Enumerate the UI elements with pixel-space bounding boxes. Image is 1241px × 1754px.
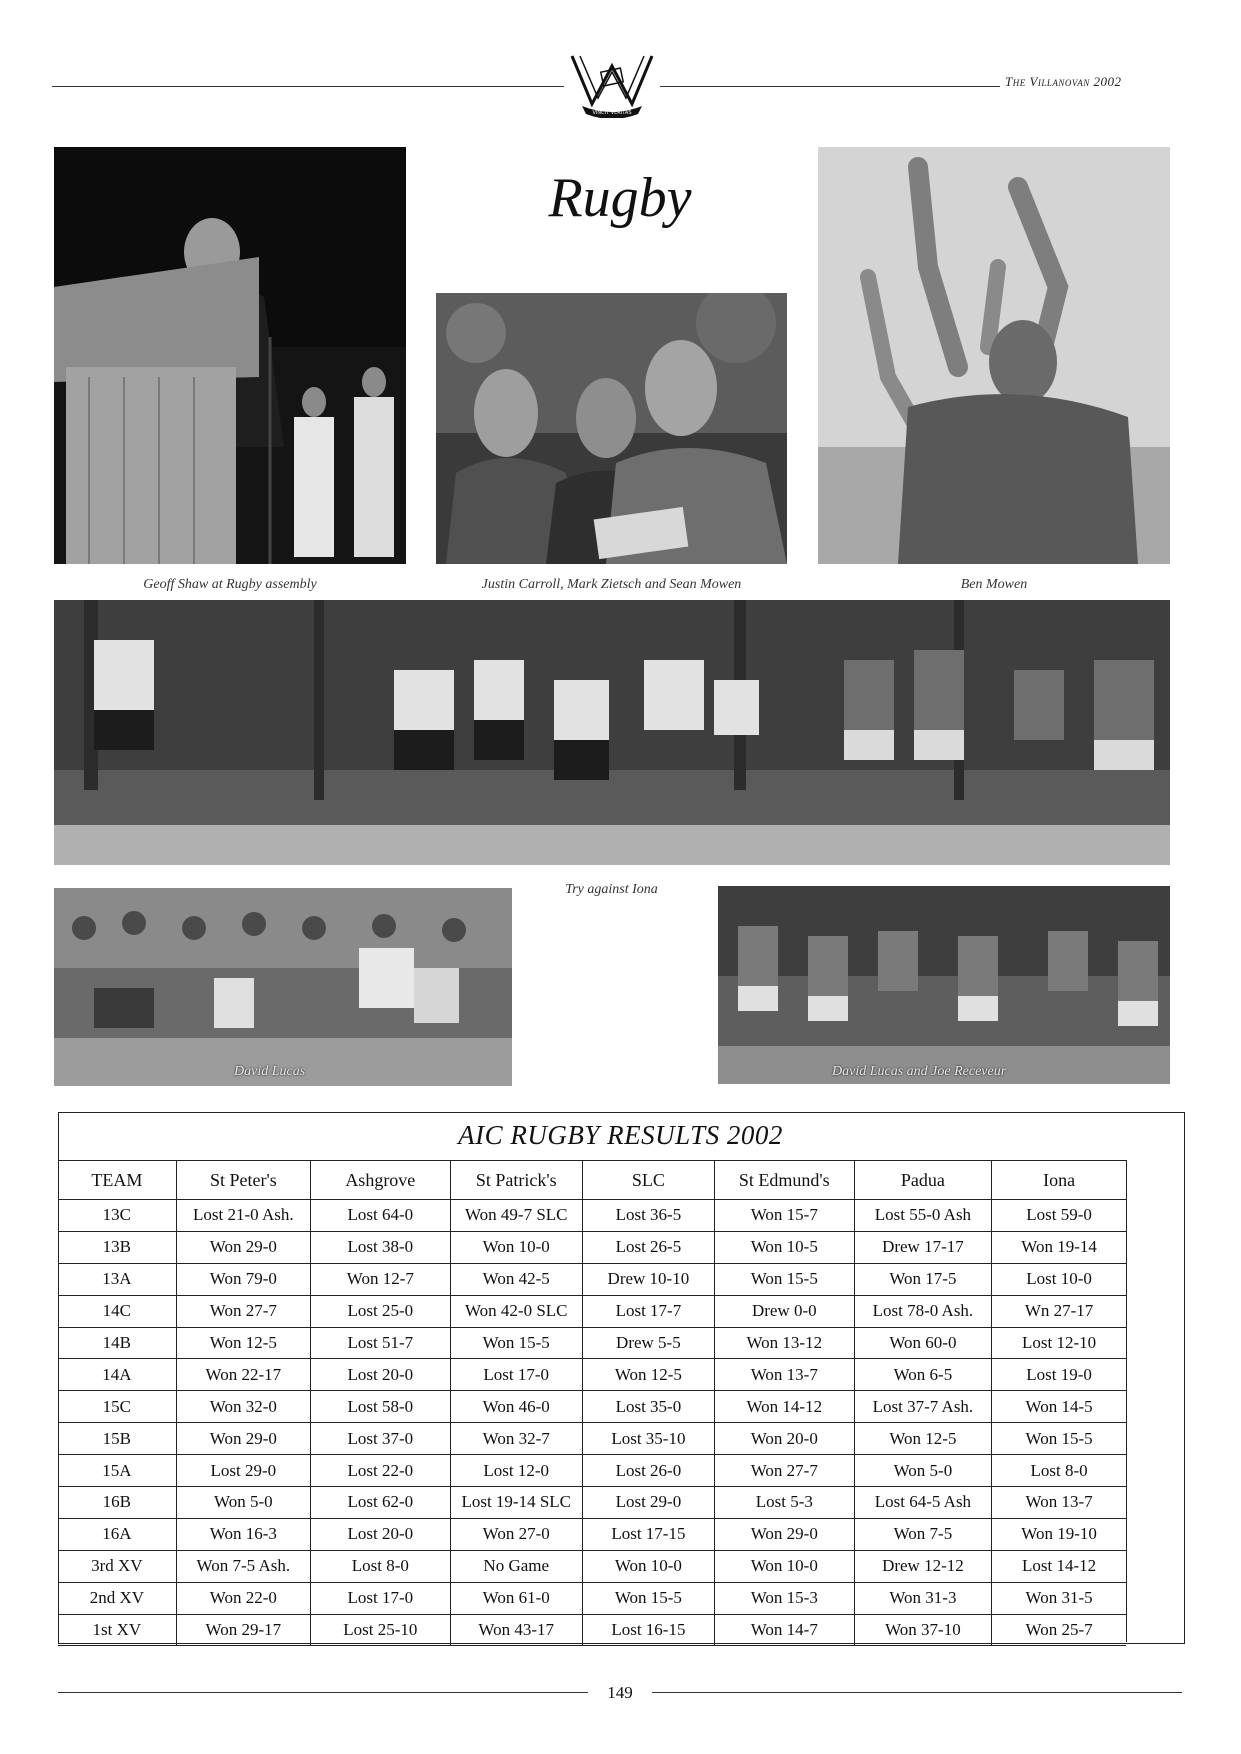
result-cell: Won 79-0 — [176, 1263, 310, 1295]
team-cell: 2nd XV — [58, 1582, 176, 1614]
table-row — [58, 1582, 1126, 1614]
table-row — [58, 1295, 1126, 1327]
result-cell: Lost 21-0 Ash. — [176, 1200, 310, 1232]
result-cell: Lost 29-0 — [582, 1487, 714, 1519]
results-table — [58, 1160, 1126, 1646]
running-head-year: 2002 — [1093, 74, 1122, 89]
result-cell: Won 14-5 — [992, 1391, 1126, 1423]
table-row — [58, 1423, 1126, 1455]
result-cell: Won 12-5 — [854, 1423, 992, 1455]
result-cell: Lost 55-0 Ash — [854, 1200, 992, 1232]
result-cell: Lost 38-0 — [310, 1231, 450, 1263]
result-cell: Lost 22-0 — [310, 1455, 450, 1487]
result-cell: Lost 64-5 Ash — [854, 1487, 992, 1519]
result-cell: Won 15-5 — [582, 1582, 714, 1614]
result-cell: Lost 51-7 — [310, 1327, 450, 1359]
result-cell: Lost 12-0 — [450, 1455, 582, 1487]
result-cell: Lost 25-10 — [310, 1614, 450, 1646]
result-cell: Won 10-0 — [582, 1550, 714, 1582]
result-cell: Lost 59-0 — [992, 1200, 1126, 1232]
team-cell: 14C — [58, 1295, 176, 1327]
result-cell: Won 10-0 — [714, 1550, 854, 1582]
table-row — [58, 1200, 1126, 1232]
table-row — [58, 1359, 1126, 1391]
result-cell: Won 25-7 — [992, 1614, 1126, 1646]
result-cell: Lost 29-0 — [176, 1455, 310, 1487]
col-header: Padua — [854, 1161, 992, 1200]
result-cell: Won 5-0 — [854, 1455, 992, 1487]
photo-coaches — [436, 293, 787, 564]
team-cell: 14A — [58, 1359, 176, 1391]
result-cell: Lost 26-5 — [582, 1231, 714, 1263]
page-title: Rugby — [548, 167, 692, 229]
result-cell: Won 15-5 — [992, 1423, 1126, 1455]
result-cell: Won 13-12 — [714, 1327, 854, 1359]
result-cell: Won 15-5 — [450, 1327, 582, 1359]
col-header: TEAM — [58, 1161, 176, 1200]
team-cell: 16A — [58, 1518, 176, 1550]
result-cell: Lost 78-0 Ash. — [854, 1295, 992, 1327]
result-cell: Lost 17-0 — [450, 1359, 582, 1391]
result-cell: Won 14-12 — [714, 1391, 854, 1423]
result-cell: Won 60-0 — [854, 1327, 992, 1359]
photo-caption-david-lucas: David Lucas — [234, 1064, 306, 1079]
footer-rule-left — [58, 1692, 588, 1693]
team-cell: 16B — [58, 1487, 176, 1519]
running-head — [1005, 74, 1185, 90]
result-cell: Lost 19-14 SLC — [450, 1487, 582, 1519]
result-cell: Wn 27-17 — [992, 1295, 1126, 1327]
result-cell: Won 12-5 — [176, 1327, 310, 1359]
result-cell: Lost 62-0 — [310, 1487, 450, 1519]
photo-caption-try: Try against Iona — [565, 882, 658, 897]
team-cell: 13C — [58, 1200, 176, 1232]
result-cell: Won 16-3 — [176, 1518, 310, 1550]
result-cell: Won 29-0 — [176, 1423, 310, 1455]
result-cell: Won 19-14 — [992, 1231, 1126, 1263]
result-cell: Drew 10-10 — [582, 1263, 714, 1295]
result-cell: Drew 12-12 — [854, 1550, 992, 1582]
result-cell: Won 31-3 — [854, 1582, 992, 1614]
result-cell: Won 61-0 — [450, 1582, 582, 1614]
result-cell: Won 19-10 — [992, 1518, 1126, 1550]
result-cell: Won 14-7 — [714, 1614, 854, 1646]
photo-lineout-jumper — [818, 147, 1170, 564]
photo-try-against-iona — [54, 600, 1170, 865]
result-cell: Lost 35-0 — [582, 1391, 714, 1423]
result-cell: Lost 36-5 — [582, 1200, 714, 1232]
result-cell: Lost 35-10 — [582, 1423, 714, 1455]
result-cell: No Game — [450, 1550, 582, 1582]
result-cell: Lost 10-0 — [992, 1263, 1126, 1295]
table-row — [58, 1455, 1126, 1487]
footer-rule-right — [652, 1692, 1182, 1693]
result-cell: Won 32-7 — [450, 1423, 582, 1455]
result-cell: Won 22-0 — [176, 1582, 310, 1614]
header-rule-left — [52, 86, 564, 87]
photo-caption-podium: Geoff Shaw at Rugby assembly — [143, 577, 317, 592]
results-body — [58, 1200, 1126, 1646]
team-cell: 13A — [58, 1263, 176, 1295]
result-cell: Won 32-0 — [176, 1391, 310, 1423]
table-row — [58, 1327, 1126, 1359]
col-header: St Peter's — [176, 1161, 310, 1200]
result-cell: Won 12-7 — [310, 1263, 450, 1295]
result-cell: Won 7-5 — [854, 1518, 992, 1550]
running-head-publication: The Villanovan — [1005, 74, 1090, 89]
result-cell: Won 29-0 — [176, 1231, 310, 1263]
result-cell: Lost 17-15 — [582, 1518, 714, 1550]
result-cell: Won 15-5 — [714, 1263, 854, 1295]
result-cell: Lost 8-0 — [992, 1455, 1126, 1487]
result-cell: Won 43-17 — [450, 1614, 582, 1646]
team-cell: 14B — [58, 1327, 176, 1359]
table-row — [58, 1614, 1126, 1646]
result-cell: Won 13-7 — [714, 1359, 854, 1391]
photo-caption-lucas-receveur: David Lucas and Joe Receveur — [832, 1064, 1007, 1079]
result-cell: Lost 14-12 — [992, 1550, 1126, 1582]
result-cell: Lost 5-3 — [714, 1487, 854, 1519]
result-cell: Won 10-5 — [714, 1231, 854, 1263]
school-crest-logo — [568, 52, 656, 118]
team-cell: 15B — [58, 1423, 176, 1455]
table-row — [58, 1231, 1126, 1263]
result-cell: Lost 37-7 Ash. — [854, 1391, 992, 1423]
result-cell: Won 13-7 — [992, 1487, 1126, 1519]
result-cell: Won 10-0 — [450, 1231, 582, 1263]
team-cell: 15C — [58, 1391, 176, 1423]
result-cell: Lost 20-0 — [310, 1359, 450, 1391]
team-cell: 13B — [58, 1231, 176, 1263]
col-header: SLC — [582, 1161, 714, 1200]
result-cell: Won 6-5 — [854, 1359, 992, 1391]
team-cell: 15A — [58, 1455, 176, 1487]
team-cell: 1st XV — [58, 1614, 176, 1646]
result-cell: Drew 5-5 — [582, 1327, 714, 1359]
result-cell: Lost 20-0 — [310, 1518, 450, 1550]
result-cell: Won 29-0 — [714, 1518, 854, 1550]
table-row — [58, 1487, 1126, 1519]
photo-caption-lineout: Ben Mowen — [960, 577, 1028, 592]
col-header: Iona — [992, 1161, 1126, 1200]
table-row — [58, 1391, 1126, 1423]
result-cell: Won 27-7 — [176, 1295, 310, 1327]
result-cell: Won 49-7 SLC — [450, 1200, 582, 1232]
header-rule-right — [660, 86, 1000, 87]
results-table-blank-column — [1126, 1160, 1184, 1642]
result-cell: Won 20-0 — [714, 1423, 854, 1455]
result-cell: Won 27-7 — [714, 1455, 854, 1487]
photo-caption-coaches: Justin Carroll, Mark Zietsch and Sean Mowen — [481, 577, 742, 592]
col-header: St Edmund's — [714, 1161, 854, 1200]
col-header: Ashgrove — [310, 1161, 450, 1200]
result-cell: Won 46-0 — [450, 1391, 582, 1423]
col-header: St Patrick's — [450, 1161, 582, 1200]
result-cell: Lost 25-0 — [310, 1295, 450, 1327]
result-cell: Lost 12-10 — [992, 1327, 1126, 1359]
team-cell: 3rd XV — [58, 1550, 176, 1582]
result-cell: Won 37-10 — [854, 1614, 992, 1646]
result-cell: Lost 17-7 — [582, 1295, 714, 1327]
results-header-row — [58, 1161, 1126, 1200]
result-cell: Drew 0-0 — [714, 1295, 854, 1327]
result-cell: Lost 37-0 — [310, 1423, 450, 1455]
photo-david-lucas — [54, 888, 512, 1086]
result-cell: Lost 8-0 — [310, 1550, 450, 1582]
result-cell: Drew 17-17 — [854, 1231, 992, 1263]
result-cell: Lost 16-15 — [582, 1614, 714, 1646]
result-cell: Lost 26-0 — [582, 1455, 714, 1487]
result-cell: Lost 64-0 — [310, 1200, 450, 1232]
page-number: 149 — [607, 1683, 633, 1702]
result-cell: Lost 58-0 — [310, 1391, 450, 1423]
result-cell: Won 17-5 — [854, 1263, 992, 1295]
svg-text:VINCIT VERITAS: VINCIT VERITAS — [592, 110, 632, 116]
table-row — [58, 1550, 1126, 1582]
table-row — [58, 1518, 1126, 1550]
photo-lucas-receveur — [718, 886, 1170, 1084]
result-cell: Won 15-7 — [714, 1200, 854, 1232]
table-row — [58, 1263, 1126, 1295]
result-cell: Won 5-0 — [176, 1487, 310, 1519]
result-cell: Lost 19-0 — [992, 1359, 1126, 1391]
result-cell: Won 42-0 SLC — [450, 1295, 582, 1327]
result-cell: Won 27-0 — [450, 1518, 582, 1550]
result-cell: Won 22-17 — [176, 1359, 310, 1391]
result-cell: Won 7-5 Ash. — [176, 1550, 310, 1582]
result-cell: Lost 17-0 — [310, 1582, 450, 1614]
result-cell: Won 31-5 — [992, 1582, 1126, 1614]
result-cell: Won 15-3 — [714, 1582, 854, 1614]
result-cell: Won 12-5 — [582, 1359, 714, 1391]
photo-podium-speaker — [54, 147, 406, 564]
results-title: AIC RUGBY RESULTS 2002 — [458, 1120, 783, 1150]
result-cell: Won 42-5 — [450, 1263, 582, 1295]
result-cell: Won 29-17 — [176, 1614, 310, 1646]
